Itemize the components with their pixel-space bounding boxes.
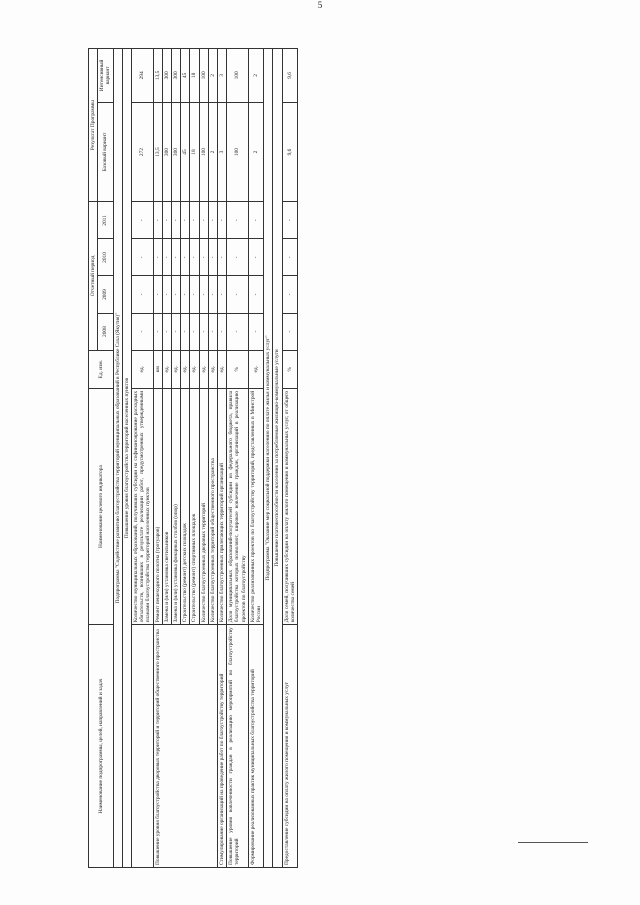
target-cell: Предоставление субсидии на оплату жилого помещения и коммунальных услуг (282, 625, 297, 868)
year-value-cell: - (227, 239, 249, 276)
year-value-cell: - (181, 276, 190, 313)
indicator-cell: Строительство (ремонт) детских площадок (181, 388, 190, 624)
indicators-table (88, 48, 298, 868)
unit-cell: % (282, 350, 297, 388)
year-value-cell: - (199, 202, 208, 239)
table-row (218, 49, 227, 868)
table-row (227, 49, 249, 868)
year-value-cell: - (162, 313, 171, 350)
year-value-cell: - (162, 239, 171, 276)
year-value-cell: - (227, 313, 249, 350)
header-year: 2009 (98, 276, 113, 313)
unit-cell: км (153, 350, 162, 388)
indicator-cell: Количество муниципальных образований, получивших субсидии на софинансирование расходных обязательств, возникших в результате реализации работ, предусмотренных утвержденными планами благоустройства территорий населенных пунктов (132, 388, 154, 624)
year-value-cell: - (181, 239, 190, 276)
goal-title: Повышение уровня благоустройства территорий населенных пунктов (122, 49, 131, 868)
indicator-cell: Доля муниципальных образований-получателей субсидии из федерального бюджета, правила благоустройства которых позволяют, широкое вовлечение граждан, организаций в реализацию проектов по благоустройству (227, 388, 249, 624)
unit-cell: ед. (132, 350, 154, 388)
year-value-cell: - (248, 276, 263, 313)
indicator-cell: Замена и (или) установка светильников (162, 388, 171, 624)
intensive-value-cell: 2 (208, 49, 217, 103)
table-row (248, 49, 263, 868)
goal-row (273, 49, 282, 868)
year-value-cell: - (153, 276, 162, 313)
subprogram-row (264, 49, 273, 868)
subprogram-row (113, 49, 122, 868)
year-value-cell: - (248, 202, 263, 239)
unit-cell: % (227, 350, 249, 388)
header-year: 2011 (98, 202, 113, 239)
year-value-cell: - (248, 313, 263, 350)
header-indicator: Наименование целевого индикатора (89, 388, 114, 624)
intensive-value-cell: 13,5 (153, 49, 162, 103)
rotated-table-frame (88, 48, 623, 868)
intensive-value-cell: 100 (199, 49, 208, 103)
goal-title: Повышение платежеспособности населения за потребляемые жилищно-коммунальные услуги (273, 49, 282, 868)
base-value-cell: 272 (132, 102, 154, 202)
year-value-cell: - (153, 202, 162, 239)
target-cell: Повышение уровня вовлеченности граждан в реализацию мероприятий по благоустройству территорий (227, 625, 249, 868)
base-value-cell: 300 (172, 102, 181, 202)
year-value-cell: - (248, 239, 263, 276)
year-value-cell: - (218, 313, 227, 350)
year-value-cell: - (190, 313, 199, 350)
year-value-cell: - (208, 276, 217, 313)
year-value-cell: - (190, 202, 199, 239)
base-value-cell: 9,6 (282, 102, 297, 202)
year-value-cell: - (132, 276, 154, 313)
intensive-value-cell: 300 (172, 49, 181, 103)
year-value-cell: - (227, 276, 249, 313)
goal-row (122, 49, 131, 868)
header-year: 2008 (98, 313, 113, 350)
unit-cell: ед. (172, 350, 181, 388)
target-cell: Повышение уровня благоустройства дворовых территорий и территорий общественного пространства (153, 625, 217, 868)
header-result: Результат Программы (89, 49, 98, 202)
unit-cell: ед. (190, 350, 199, 388)
year-value-cell: - (199, 313, 208, 350)
year-value-cell: - (153, 313, 162, 350)
header-base: Базовый вариант (98, 102, 113, 202)
header-unit: Ед. изм. (89, 350, 114, 388)
indicator-cell: Ремонт пешеходного полотна (тротуаров) (153, 388, 162, 624)
year-value-cell: - (282, 313, 297, 350)
year-value-cell: - (181, 202, 190, 239)
year-value-cell: - (172, 313, 181, 350)
intensive-value-cell: 18 (190, 49, 199, 103)
base-value-cell: 13,5 (153, 102, 162, 202)
year-value-cell: - (190, 276, 199, 313)
unit-cell: ед. (199, 350, 208, 388)
target-cell: Стимулирование организаций на проведение работ по благоустройству территорий (218, 625, 227, 868)
year-value-cell: - (172, 202, 181, 239)
unit-cell: ед. (162, 350, 171, 388)
indicator-cell: Доля семей, получивших субсидии на оплату жилого помещения и коммунальных услуг, от общего количества семей (282, 388, 297, 624)
intensive-value-cell: 2 (248, 49, 263, 103)
table-row (282, 49, 297, 868)
year-value-cell: - (218, 239, 227, 276)
subprogram-title: Подпрограмма "Оказание мер социальной поддержки населению по оплате жилья и коммунальных услуг" (264, 49, 273, 868)
indicator-cell: Количество реализованных проектов по благоустройству территорий, представленных в Минстрой России (248, 388, 263, 624)
year-value-cell: - (190, 239, 199, 276)
target-cell (132, 625, 154, 868)
indicator-cell: Строительство (ремонт) спортивных площадок (190, 388, 199, 624)
unit-cell: ед. (248, 350, 263, 388)
base-value-cell: 3 (218, 102, 227, 202)
intensive-value-cell: 9,6 (282, 49, 297, 103)
year-value-cell: - (153, 239, 162, 276)
indicator-cell: Количество благоустроенных территорий общественного пространства (208, 388, 217, 624)
header-intensive: Интенсивный вариант (98, 49, 113, 103)
page-number: 5 (317, 0, 323, 10)
year-value-cell: - (172, 239, 181, 276)
table-body (113, 49, 297, 868)
indicator-cell: Количество благоустроенных дворовых территорий (199, 388, 208, 624)
year-value-cell: - (199, 239, 208, 276)
intensive-value-cell: 45 (181, 49, 190, 103)
base-value-cell: 100 (199, 102, 208, 202)
indicator-cell: Замена и (или) установка фонарных столбов (опор) (172, 388, 181, 624)
unit-cell: ед. (208, 350, 217, 388)
year-value-cell: - (227, 202, 249, 239)
table-row (132, 49, 154, 868)
year-value-cell: - (218, 276, 227, 313)
header-year: 2010 (98, 239, 113, 276)
year-value-cell: - (132, 239, 154, 276)
unit-cell: ед. (218, 350, 227, 388)
base-value-cell: 100 (227, 102, 249, 202)
year-value-cell: - (172, 276, 181, 313)
base-value-cell: 45 (181, 102, 190, 202)
year-value-cell: - (132, 313, 154, 350)
intensive-value-cell: 300 (162, 49, 171, 103)
intensive-value-cell: 294 (132, 49, 154, 103)
year-value-cell: - (218, 202, 227, 239)
year-value-cell: - (132, 202, 154, 239)
intensive-value-cell: 100 (227, 49, 249, 103)
year-value-cell: - (162, 202, 171, 239)
target-cell: Формирование реализованных практик муниципальных благоустройства территорий (248, 625, 263, 868)
header-target: Наименование подпрограммы, целей, направлений и задач (89, 625, 114, 868)
year-value-cell: - (208, 202, 217, 239)
year-value-cell: - (162, 276, 171, 313)
indicator-cell: Количество благоустроенных прилегающих территорий организаций (218, 388, 227, 624)
base-value-cell: 2 (248, 102, 263, 202)
intensive-value-cell: 3 (218, 49, 227, 103)
year-value-cell: - (208, 313, 217, 350)
base-value-cell: 18 (190, 102, 199, 202)
year-value-cell: - (282, 276, 297, 313)
year-value-cell: - (282, 239, 297, 276)
year-value-cell: - (282, 202, 297, 239)
base-value-cell: 300 (162, 102, 171, 202)
header-period: Отчетный период (89, 202, 98, 350)
year-value-cell: - (181, 313, 190, 350)
table-row (153, 49, 162, 868)
subprogram-title: Подпрограмма "Содействие развитию благоустройства территорий муниципальных образований в Республике Саха (Якутия)" (113, 49, 122, 868)
year-value-cell: - (208, 239, 217, 276)
base-value-cell: 2 (208, 102, 217, 202)
unit-cell: ед. (181, 350, 190, 388)
year-value-cell: - (199, 276, 208, 313)
